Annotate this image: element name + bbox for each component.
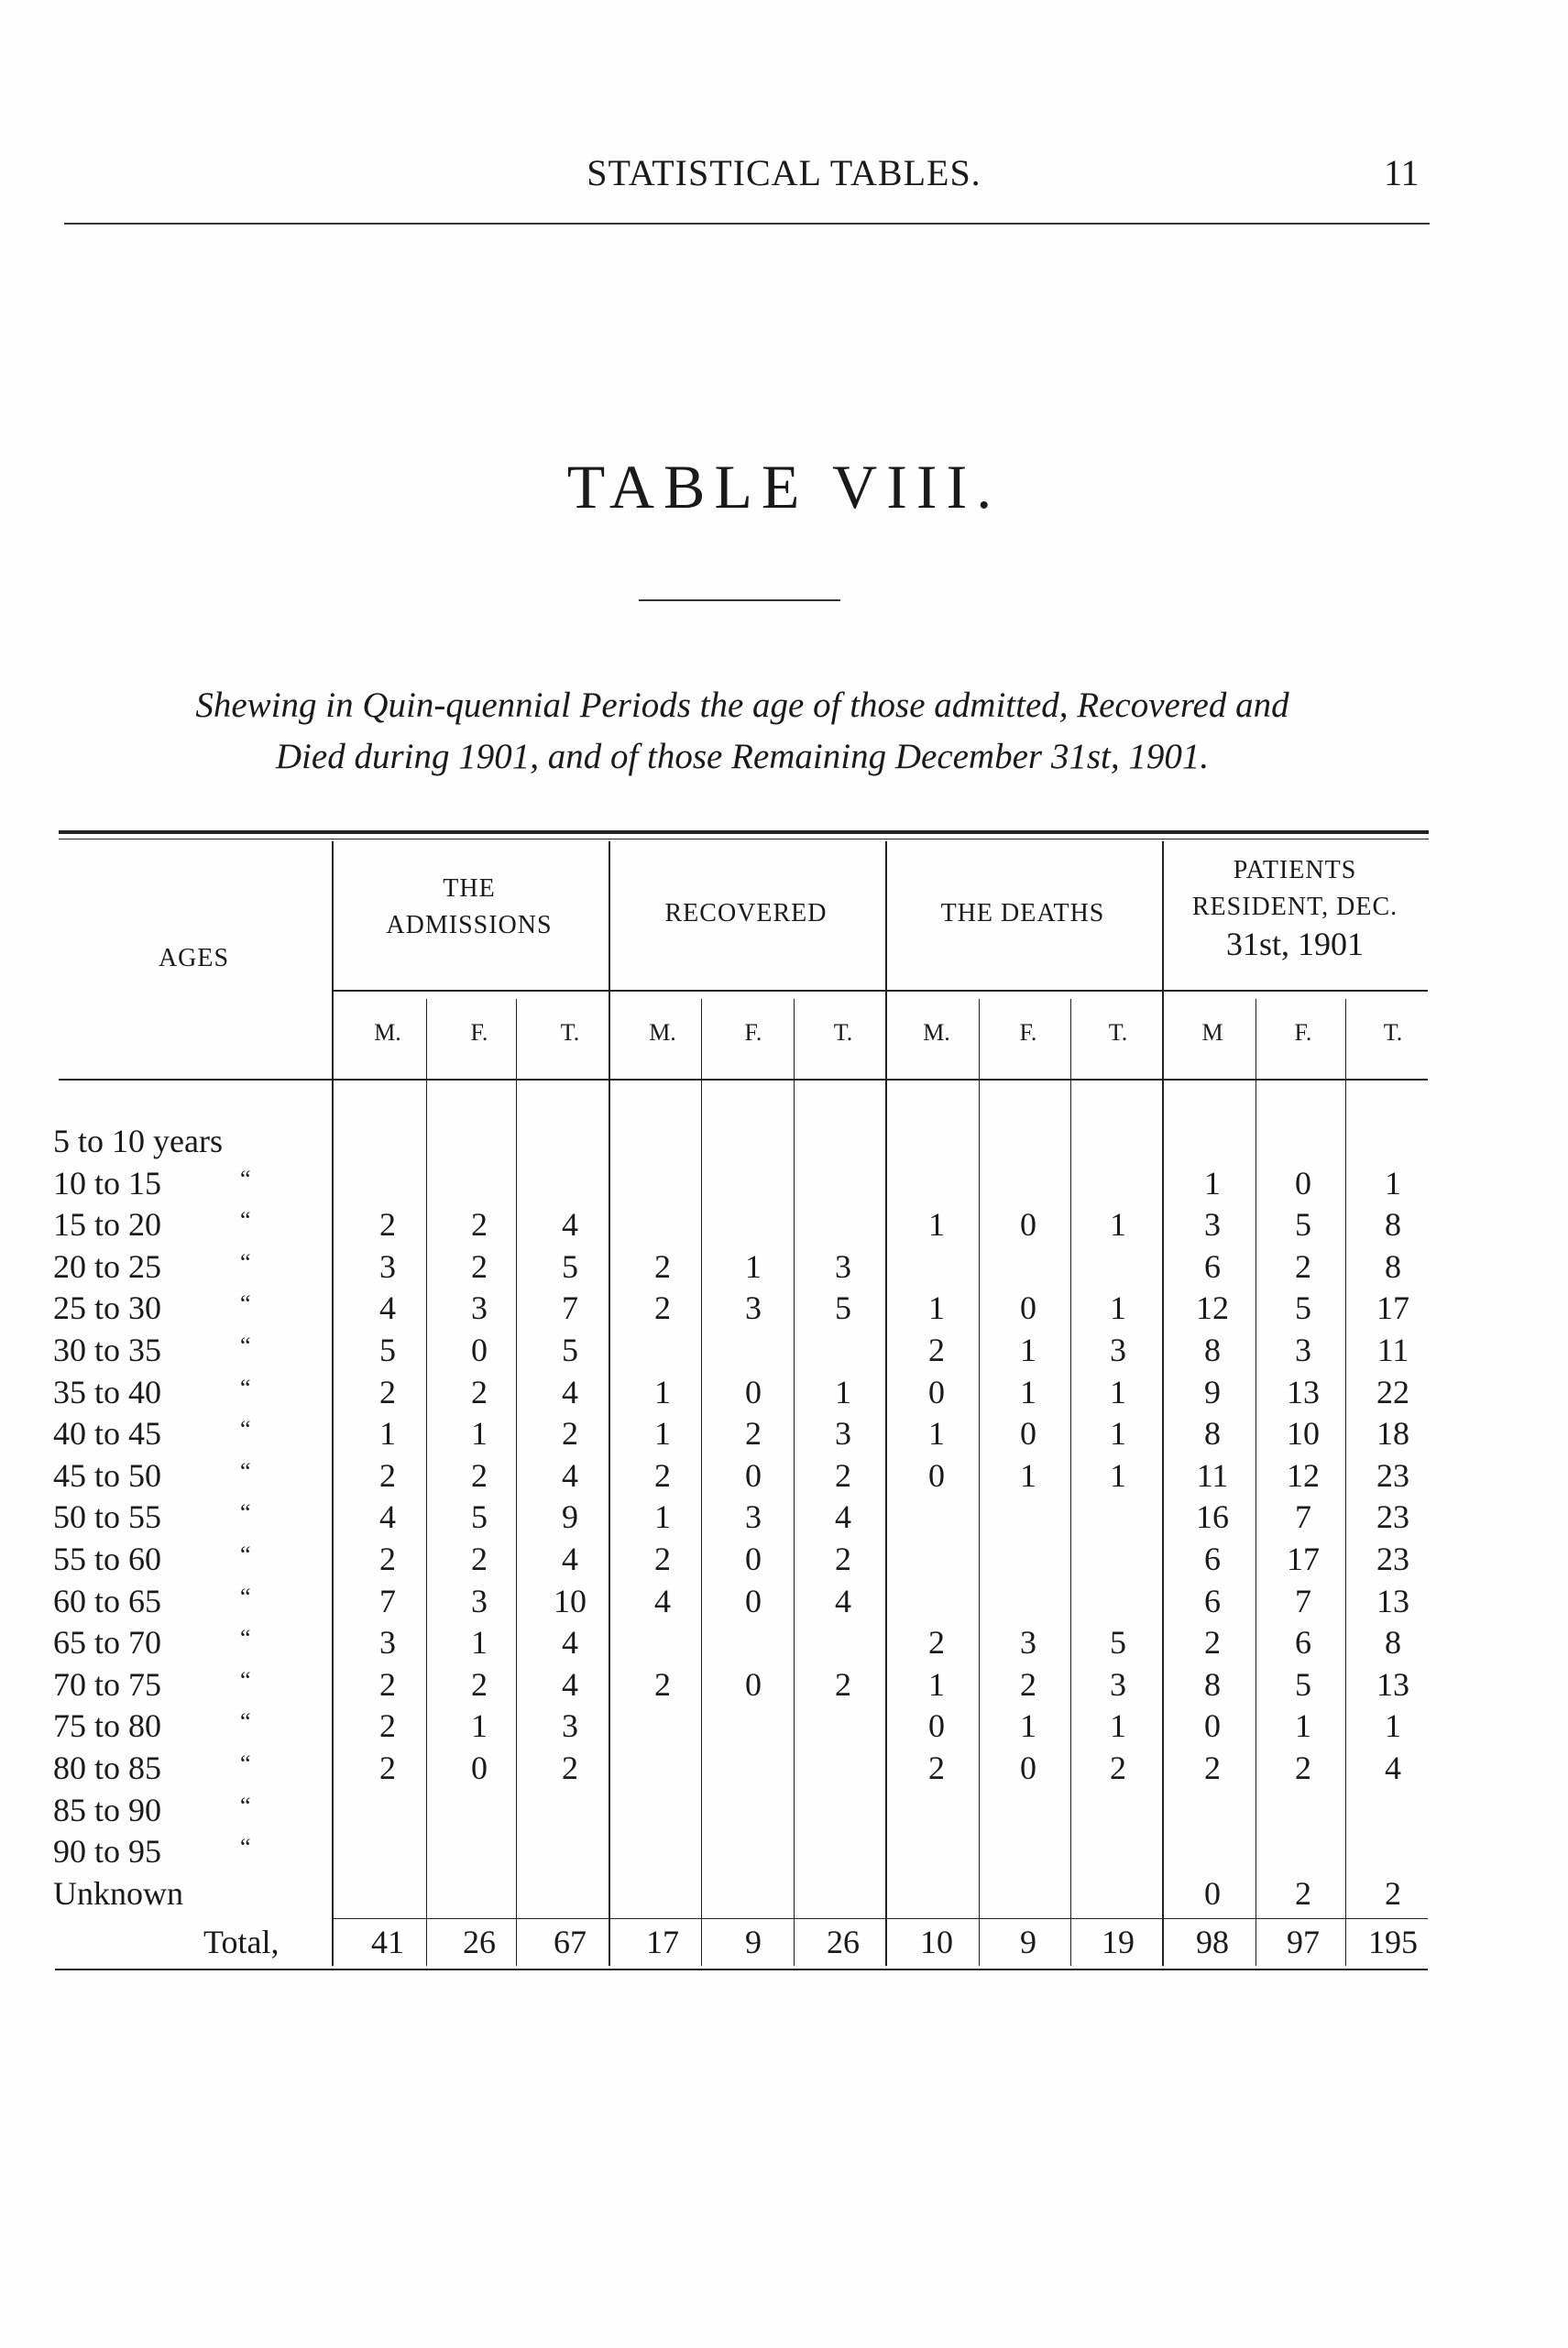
cell-resident-t: 23 [1376, 1541, 1409, 1577]
cell-resident-m: 1 [1204, 1165, 1221, 1201]
ditto-mark: “ [240, 1333, 251, 1359]
cell-deaths-t: 1 [1110, 1289, 1126, 1326]
row-age-label: 15 to 20 [53, 1206, 162, 1243]
cell-admissions-f: 1 [471, 1415, 488, 1452]
ditto-mark: “ [240, 1750, 251, 1777]
cell-resident-m: 6 [1204, 1248, 1221, 1285]
cell-recovered-m: 4 [654, 1583, 671, 1619]
total-admissions-t: 67 [554, 1924, 587, 1960]
cell-deaths-t: 1 [1110, 1374, 1126, 1410]
cell-recovered-t: 3 [835, 1248, 851, 1285]
caption-line-1: Shewing in Quin-quennial Periods the age of those admitted, Recovered and [195, 686, 1289, 725]
cell-admissions-f: 1 [471, 1624, 488, 1661]
cell-admissions-f: 5 [471, 1498, 488, 1535]
cell-resident-f: 17 [1287, 1541, 1320, 1577]
ditto-mark: “ [240, 1667, 251, 1694]
cell-deaths-t: 1 [1110, 1206, 1126, 1243]
cell-recovered-f: 1 [745, 1248, 762, 1285]
cell-admissions-m: 2 [379, 1457, 396, 1494]
cell-resident-m: 12 [1196, 1289, 1229, 1326]
cell-resident-m: 0 [1204, 1707, 1221, 1744]
cell-deaths-f: 1 [1020, 1332, 1036, 1368]
cell-resident-f: 2 [1295, 1248, 1311, 1285]
cell-admissions-m: 2 [379, 1206, 396, 1243]
cell-admissions-m: 1 [379, 1415, 396, 1452]
cell-resident-t: 23 [1376, 1457, 1409, 1494]
cell-admissions-t: 5 [562, 1332, 578, 1368]
cell-deaths-t: 1 [1110, 1457, 1126, 1494]
cell-deaths-t: 1 [1110, 1707, 1126, 1744]
cell-deaths-f: 0 [1020, 1206, 1036, 1243]
cell-resident-m: 6 [1204, 1541, 1221, 1577]
cell-resident-t: 1 [1385, 1707, 1401, 1744]
cell-recovered-f: 0 [745, 1374, 762, 1410]
total-resident-m: 98 [1196, 1924, 1229, 1960]
cell-resident-m: 8 [1204, 1666, 1221, 1703]
cell-admissions-t: 4 [562, 1624, 578, 1661]
cell-deaths-t: 5 [1110, 1624, 1126, 1661]
cell-recovered-t: 4 [835, 1583, 851, 1619]
header-rule [64, 223, 1430, 225]
cell-resident-f: 7 [1295, 1498, 1311, 1535]
cell-resident-t: 2 [1385, 1875, 1401, 1912]
cell-resident-f: 5 [1295, 1666, 1311, 1703]
cell-resident-m: 8 [1204, 1415, 1221, 1452]
cell-resident-f: 5 [1295, 1289, 1311, 1326]
cell-deaths-t: 3 [1110, 1666, 1126, 1703]
subheader-admissions-t: T. [560, 1019, 580, 1046]
subheader-recovered-t: T. [833, 1019, 853, 1046]
ditto-mark: “ [240, 1793, 251, 1819]
cell-recovered-m: 2 [654, 1666, 671, 1703]
header-admissions [332, 871, 607, 944]
cell-resident-m: 2 [1204, 1624, 1221, 1661]
cell-admissions-t: 4 [562, 1541, 578, 1577]
cell-admissions-t: 10 [554, 1583, 587, 1619]
cell-recovered-f: 3 [745, 1289, 762, 1326]
header-resident [1162, 852, 1428, 962]
cell-recovered-m: 2 [654, 1248, 671, 1285]
cell-deaths-t: 2 [1110, 1750, 1126, 1786]
row-age-label: 40 to 45 [53, 1415, 162, 1452]
header-admissions-line1: THE [443, 874, 496, 903]
cell-recovered-t: 5 [835, 1289, 851, 1326]
cell-resident-m: 9 [1204, 1374, 1221, 1410]
cell-deaths-f: 0 [1020, 1289, 1036, 1326]
subheader-deaths-f: F. [1019, 1019, 1037, 1046]
cell-deaths-f: 1 [1020, 1374, 1036, 1410]
cell-admissions-m: 4 [379, 1289, 396, 1326]
cell-resident-t: 23 [1376, 1498, 1409, 1535]
table-caption [50, 680, 1434, 783]
cell-deaths-m: 0 [928, 1707, 945, 1744]
caption-line-2: Died during 1901, and of those Remaining December 31st, 1901. [275, 737, 1210, 776]
cell-deaths-m: 1 [928, 1206, 945, 1243]
header-recovered: RECOVERED [664, 899, 828, 927]
cell-resident-t: 17 [1376, 1289, 1409, 1326]
header-resident-line2: RESIDENT, DEC. [1191, 893, 1398, 921]
total-top-rule [332, 1918, 1428, 1919]
cell-admissions-f: 2 [471, 1374, 488, 1410]
cell-resident-f: 0 [1295, 1165, 1311, 1201]
cell-resident-t: 8 [1385, 1248, 1401, 1285]
cell-deaths-m: 1 [928, 1289, 945, 1326]
cell-resident-t: 11 [1376, 1332, 1409, 1368]
cell-resident-f: 12 [1287, 1457, 1320, 1494]
cell-deaths-m: 2 [928, 1624, 945, 1661]
header-admissions-line2: ADMISSIONS [386, 911, 553, 939]
ditto-mark: “ [240, 1584, 251, 1610]
row-age-label: 75 to 80 [53, 1707, 162, 1744]
cell-admissions-m: 2 [379, 1666, 396, 1703]
total-resident-t: 195 [1368, 1924, 1418, 1960]
cell-admissions-t: 4 [562, 1206, 578, 1243]
row-age-label: 70 to 75 [53, 1666, 162, 1703]
cell-deaths-m: 1 [928, 1666, 945, 1703]
cell-resident-m: 3 [1204, 1206, 1221, 1243]
table-top-rule [59, 830, 1429, 834]
cell-resident-m: 8 [1204, 1332, 1221, 1368]
cell-recovered-f: 0 [745, 1457, 762, 1494]
cell-admissions-t: 4 [562, 1457, 578, 1494]
ditto-mark: “ [240, 1625, 251, 1651]
cell-resident-f: 6 [1295, 1624, 1311, 1661]
subheader-resident-m: M [1201, 1019, 1223, 1046]
cell-admissions-m: 2 [379, 1374, 396, 1410]
row-age-label: 90 to 95 [53, 1833, 162, 1870]
cell-recovered-m: 1 [654, 1374, 671, 1410]
row-age-label: 20 to 25 [53, 1248, 162, 1285]
cell-deaths-f: 1 [1020, 1707, 1036, 1744]
subheader-deaths-t: T. [1108, 1019, 1128, 1046]
cell-resident-m: 11 [1196, 1457, 1229, 1494]
ditto-mark: “ [240, 1166, 251, 1192]
ditto-mark: “ [240, 1458, 251, 1485]
cell-recovered-f: 2 [745, 1415, 762, 1452]
cell-resident-t: 4 [1385, 1750, 1401, 1786]
cell-recovered-t: 4 [835, 1498, 851, 1535]
cell-resident-t: 18 [1376, 1415, 1409, 1452]
ditto-mark: “ [240, 1290, 251, 1317]
cell-admissions-f: 2 [471, 1248, 488, 1285]
cell-resident-t: 13 [1376, 1666, 1409, 1703]
cell-deaths-f: 2 [1020, 1666, 1036, 1703]
cell-admissions-m: 5 [379, 1332, 396, 1368]
table-bottom-rule [55, 1969, 1428, 1970]
cell-deaths-f: 0 [1020, 1415, 1036, 1452]
row-age-label: 85 to 90 [53, 1792, 162, 1828]
page-number: 11 [1384, 152, 1420, 193]
cell-deaths-f: 1 [1020, 1457, 1036, 1494]
cell-admissions-m: 3 [379, 1624, 396, 1661]
ditto-mark: “ [240, 1416, 251, 1443]
cell-resident-f: 13 [1287, 1374, 1320, 1410]
cell-resident-t: 1 [1385, 1165, 1401, 1201]
cell-admissions-m: 7 [379, 1583, 396, 1619]
cell-admissions-f: 2 [471, 1457, 488, 1494]
total-deaths-f: 9 [1020, 1924, 1036, 1960]
cell-recovered-f: 0 [745, 1583, 762, 1619]
cell-recovered-t: 2 [835, 1541, 851, 1577]
cell-admissions-m: 4 [379, 1498, 396, 1535]
subheader-recovered-f: F. [744, 1019, 762, 1046]
header-deaths: THE DEATHS [940, 899, 1105, 927]
cell-deaths-m: 2 [928, 1332, 945, 1368]
subheader-recovered-m: M. [649, 1019, 676, 1046]
subheader-rule [59, 1079, 1428, 1081]
total-deaths-m: 10 [920, 1924, 953, 1960]
subheader-admissions-m: M. [374, 1019, 401, 1046]
cell-admissions-f: 0 [471, 1332, 488, 1368]
row-age-label: 35 to 40 [53, 1374, 162, 1410]
cell-admissions-f: 3 [471, 1583, 488, 1619]
total-admissions-m: 41 [371, 1924, 404, 1960]
cell-admissions-t: 5 [562, 1248, 578, 1285]
cell-deaths-m: 0 [928, 1457, 945, 1494]
cell-resident-f: 5 [1295, 1206, 1311, 1243]
cell-resident-f: 10 [1287, 1415, 1320, 1452]
cell-recovered-m: 2 [654, 1457, 671, 1494]
cell-admissions-f: 2 [471, 1666, 488, 1703]
ditto-mark: “ [240, 1708, 251, 1735]
total-deaths-t: 19 [1102, 1924, 1135, 1960]
row-age-label: 25 to 30 [53, 1289, 162, 1326]
subheader-admissions-f: F. [470, 1019, 488, 1046]
cell-recovered-t: 2 [835, 1666, 851, 1703]
cell-resident-t: 13 [1376, 1583, 1409, 1619]
row-age-label: 10 to 15 [53, 1165, 162, 1201]
cell-deaths-m: 2 [928, 1750, 945, 1786]
cell-admissions-m: 2 [379, 1541, 396, 1577]
cell-admissions-t: 2 [562, 1415, 578, 1452]
row-age-label: 5 to 10 years [53, 1123, 223, 1159]
table-title: TABLE VIII. [566, 452, 1002, 521]
subheader-resident-t: T. [1383, 1019, 1403, 1046]
total-label: Total, [203, 1924, 280, 1960]
cell-admissions-m: 2 [379, 1707, 396, 1744]
cell-resident-t: 8 [1385, 1624, 1401, 1661]
cell-admissions-t: 7 [562, 1289, 578, 1326]
cell-admissions-m: 3 [379, 1248, 396, 1285]
cell-admissions-m: 2 [379, 1750, 396, 1786]
cell-recovered-m: 2 [654, 1541, 671, 1577]
ditto-mark: “ [240, 1542, 251, 1568]
cell-admissions-f: 2 [471, 1206, 488, 1243]
total-recovered-t: 26 [827, 1924, 860, 1960]
row-age-label: 55 to 60 [53, 1541, 162, 1577]
cell-recovered-m: 2 [654, 1289, 671, 1326]
cell-recovered-m: 1 [654, 1498, 671, 1535]
cell-resident-m: 2 [1204, 1750, 1221, 1786]
running-head: STATISTICAL TABLES. [587, 152, 981, 193]
cell-resident-f: 2 [1295, 1750, 1311, 1786]
cell-resident-f: 2 [1295, 1875, 1311, 1912]
subheader-resident-f: F. [1294, 1019, 1312, 1046]
cell-resident-t: 8 [1385, 1206, 1401, 1243]
subheader-deaths-m: M. [923, 1019, 950, 1046]
cell-admissions-t: 3 [562, 1707, 578, 1744]
cell-resident-m: 0 [1204, 1875, 1221, 1912]
cell-admissions-t: 9 [562, 1498, 578, 1535]
cell-resident-f: 3 [1295, 1332, 1311, 1368]
cell-deaths-t: 1 [1110, 1415, 1126, 1452]
ditto-mark: “ [240, 1834, 251, 1860]
cell-recovered-f: 0 [745, 1541, 762, 1577]
row-age-label: 30 to 35 [53, 1332, 162, 1368]
header-resident-line1: PATIENTS [1233, 856, 1357, 884]
cell-admissions-f: 2 [471, 1541, 488, 1577]
header-resident-line3: 31st, 1901 [1225, 926, 1364, 962]
row-age-label: 60 to 65 [53, 1583, 162, 1619]
cell-recovered-t: 3 [835, 1415, 851, 1452]
cell-deaths-f: 0 [1020, 1750, 1036, 1786]
row-age-label: 50 to 55 [53, 1498, 162, 1535]
row-age-label: Unknown [53, 1875, 183, 1912]
cell-recovered-t: 2 [835, 1457, 851, 1494]
cell-resident-f: 7 [1295, 1583, 1311, 1619]
cell-deaths-f: 3 [1020, 1624, 1036, 1661]
total-recovered-m: 17 [646, 1924, 679, 1960]
ditto-mark: “ [240, 1249, 251, 1276]
cell-admissions-f: 0 [471, 1750, 488, 1786]
cell-admissions-t: 4 [562, 1374, 578, 1410]
cell-recovered-f: 0 [745, 1666, 762, 1703]
total-resident-f: 97 [1287, 1924, 1320, 1960]
cell-deaths-t: 3 [1110, 1332, 1126, 1368]
ditto-mark: “ [240, 1499, 251, 1526]
cell-resident-m: 16 [1196, 1498, 1229, 1535]
total-recovered-f: 9 [745, 1924, 762, 1960]
cell-admissions-f: 1 [471, 1707, 488, 1744]
header-ages: AGES [158, 944, 230, 972]
cell-recovered-f: 3 [745, 1498, 762, 1535]
cell-admissions-f: 3 [471, 1289, 488, 1326]
cell-resident-f: 1 [1295, 1707, 1311, 1744]
cell-resident-m: 6 [1204, 1583, 1221, 1619]
total-admissions-f: 26 [463, 1924, 496, 1960]
cell-recovered-m: 1 [654, 1415, 671, 1452]
cell-deaths-m: 0 [928, 1374, 945, 1410]
cell-recovered-t: 1 [835, 1374, 851, 1410]
title-rule [639, 599, 840, 601]
group-header-rule [332, 990, 1428, 992]
ditto-mark: “ [240, 1375, 251, 1401]
column-rule [332, 841, 334, 1966]
cell-resident-t: 22 [1376, 1374, 1409, 1410]
cell-admissions-t: 4 [562, 1666, 578, 1703]
cell-admissions-t: 2 [562, 1750, 578, 1786]
row-age-label: 45 to 50 [53, 1457, 162, 1494]
ditto-mark: “ [240, 1207, 251, 1234]
cell-deaths-m: 1 [928, 1415, 945, 1452]
row-age-label: 65 to 70 [53, 1624, 162, 1661]
row-age-label: 80 to 85 [53, 1750, 162, 1786]
